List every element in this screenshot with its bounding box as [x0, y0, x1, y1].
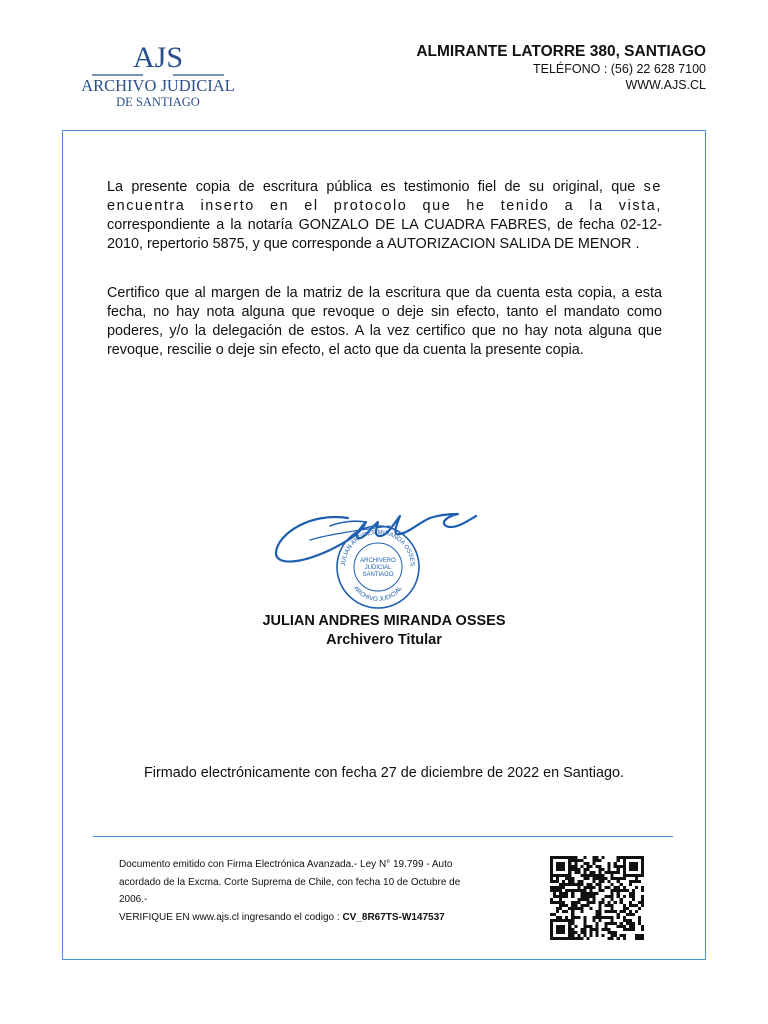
footer-line: 2006.- [119, 894, 148, 905]
stamp-ring-text: JULIAN ANDRES MIRANDA OSSES [339, 528, 417, 567]
stamp-center-1: ARCHIVERO [360, 558, 396, 564]
signer-title: Archivero Titular [326, 632, 442, 648]
paragraph1-line: 02-12-2010, repertorio 5875, y que corresponde a AUTORIZACION SALIDA [107, 217, 662, 252]
certification-paragraph-2 [107, 284, 662, 360]
paragraph1-line: se encuentra inserto en el protocolo que he tenido a la vista, [107, 179, 662, 214]
header-contact [416, 42, 706, 93]
paragraph1-line: correspondiente a la notaría GONZALO DE LA CUADRA FABRES, de fecha [107, 217, 615, 233]
signer-name: JULIAN ANDRES MIRANDA OSSES [262, 613, 506, 629]
header-address: ALMIRANTE LATORRE 380, SANTIAGO [416, 43, 706, 60]
logo-line2: DE SANTIAGO [116, 95, 200, 109]
paragraph2-line: el mandato como poderes, y/o la delegación de estos. A la vez certifico que [107, 304, 663, 339]
signature-block [270, 492, 500, 612]
paragraph2-line: cuenta la presente copia. [423, 342, 584, 358]
footer-divider [93, 836, 673, 837]
logo-abbrev: AJS [132, 41, 184, 74]
verify-line [119, 909, 529, 927]
qr-code-icon[interactable] [550, 856, 644, 940]
logo-line1: ARCHIVO JUDICIAL [81, 76, 235, 95]
certification-paragraph-1 [107, 178, 662, 254]
paragraph2-line: no hay nota alguna que revoque, rescilie o deje sin efecto, el acto que da [107, 323, 663, 358]
paragraph2-line: copia, a esta fecha, no hay nota alguna que revoque o deje sin efecto, tanto [107, 285, 662, 320]
paragraph1-line: La presente copia de escritura pública es testimonio fiel de su original, que [107, 179, 636, 195]
stamp-center-3: SANTIAGO [362, 572, 394, 578]
verify-code[interactable]: CV_8R67TS-W147537 [342, 911, 445, 923]
header-phone: TELÉFONO : (56) 22 628 7100 [532, 62, 706, 76]
footer-line: Documento emitido con Firma Electrónica Avanzada.- Ley N° 19.799 - Auto [119, 859, 453, 870]
paragraph1-line: DE MENOR . [553, 236, 640, 252]
stamp-bottom-text: ARCHIVO JUDICIAL [352, 584, 404, 604]
footer-legal [119, 856, 529, 926]
signed-date-line: Firmado electrónicamente con fecha 27 de diciembre de 2022 en Santiago. [144, 765, 624, 781]
ajs-logo [62, 33, 254, 113]
archive-stamp [333, 522, 423, 612]
paragraph2-line: Certifico que al margen de la matriz de la escritura que da cuenta esta [107, 285, 573, 301]
header-website[interactable]: WWW.AJS.CL [625, 78, 706, 92]
footer-line: acordado de la Excma. Corte Suprema de Chile, con fecha 10 de Octubre de [119, 876, 461, 888]
verify-prefix: VERIFIQUE EN www.ajs.cl ingresando el codigo : [119, 911, 343, 923]
stamp-center-2: JUDICIAL [364, 565, 392, 571]
